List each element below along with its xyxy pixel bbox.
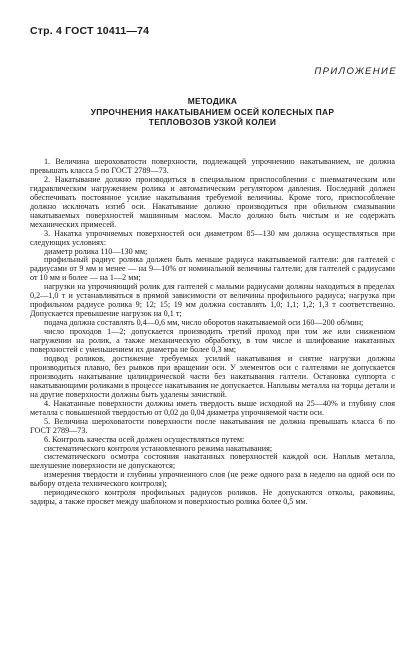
paragraph: 2. Накатывание должно производиться в специальном приспособлении с пневматическим или гидравлическим нагружением ролика и автоматическим регулятором давления. Последний должен обеспечивать постоянное усилие накатывания требуемой величины. Кроме того, приспособление должно исключать изгиб оси. Накатывание должно производиться при обильном смазывании накатываемых поверхностей машинным маслом. Масло должно быть чистым и не содержать механических примесей. (30, 174, 395, 229)
paragraph: 5. Величина шероховатости поверхности после накатывания не должна превышать класса 6 по ГОСТ 2789—73. (30, 416, 395, 435)
paragraph: 6. Контроль качества осей должен осуществляться путем: (44, 434, 245, 444)
paragraph: подача должна составлять 0,4—0,6 мм, число оборотов накатываемой оси 160—200 об/мин; (44, 318, 364, 328)
body-text (30, 158, 395, 507)
paragraph: 1. Величина шероховатости поверхности, подлежащей упрочнению накатыванием, не должна превышать класса 5 по ГОСТ 2789—73. (30, 157, 395, 175)
title-line-2: УПРОЧНЕНИЯ НАКАТЫВАНИЕМ ОСЕЙ КОЛЕСНЫХ ПАР (90, 106, 335, 117)
document-title (30, 96, 395, 128)
page-header: Стр. 4 ГОСТ 10411—74 (30, 25, 150, 37)
title-line-3: ТЕПЛОВОЗОВ УЗКОЙ КОЛЕИ (148, 117, 277, 127)
title-line-1: МЕТОДИКА (187, 96, 238, 106)
paragraph: систематического контроля установленного режима накатывания; (44, 443, 273, 453)
paragraph: систематического осмотра состояния накатанных поверхностей каждой оси. Наплыв металла, шелушение поверхности не допускаются; (30, 452, 395, 471)
paragraph: 4. Накатанные поверхности должны иметь твердость выше исходной на 25—40% и глубину слоя металла с повышенной твердостью от 0,02 до 0,04 диаметра упрочняемой части оси. (30, 398, 395, 417)
paragraph: профильный радиус ролика должен быть меньше радиуса накатываемой галтели: для галтелей с радиусами от 9 мм и менее — на 9—10% от номинальной величины галтели; для галтелей с радиусами от 10 мм и более — на 1—2 мм; (30, 255, 395, 283)
appendix-label: ПРИЛОЖЕНИЕ (314, 66, 397, 77)
paragraph: периодического контроля профильных радиусов роликов. Не допускаются отколы, раковины, задиры, а также просвет между шаблоном и поверхностью ролика более 0,5 мм. (30, 488, 395, 507)
paragraph: нагрузки на упрочняющий ролик для галтелей с малыми радиусами должны находиться в пределах 0,2—1,0 т и устанавливаться в прямой зависимости от величины профильного радиуса; нагрузка при профильном радиусе ролика 9; 12; 15; 19 мм должна составлять 1,0; 1,1; 1,2; 1,3 т соответственно. Допускается превышение нагрузок на 0,1 т; (30, 282, 395, 319)
paragraph: диаметр ролика 110—130 мм; (44, 246, 148, 256)
paragraph: 3. Накатка упрочняемых поверхностей оси диаметром 85—130 мм должна осуществляться при следующих условиях: (30, 228, 395, 247)
paragraph: число проходов 1—2; допускается производить третий проход при том же или сниженном нагружении на ролик, а также механическую обработку, в том числе и шлифование накатанных поверхностей с уменьшением их диаметра не более 0,3 мм; (30, 327, 395, 355)
paragraph: измерения твердости и глубины упрочненного слоя (не реже одного раза в неделю на одной оси по выбору отдела технического контроля); (30, 470, 395, 489)
paragraph: подвод роликов, достижение требуемых усилий накатывания и снятие нагрузки должны производиться плавно, без рывков при вращении оси. У элементов оси с галтелями не допускается производить накатывание цилиндрической части без накатывания галтели. Остановка суппорта с накатывающими роликами в процессе накатывания не допускается. Наплывы металла на торцы детали и на другие поверхности должны быть удалены зачисткой. (30, 353, 395, 399)
